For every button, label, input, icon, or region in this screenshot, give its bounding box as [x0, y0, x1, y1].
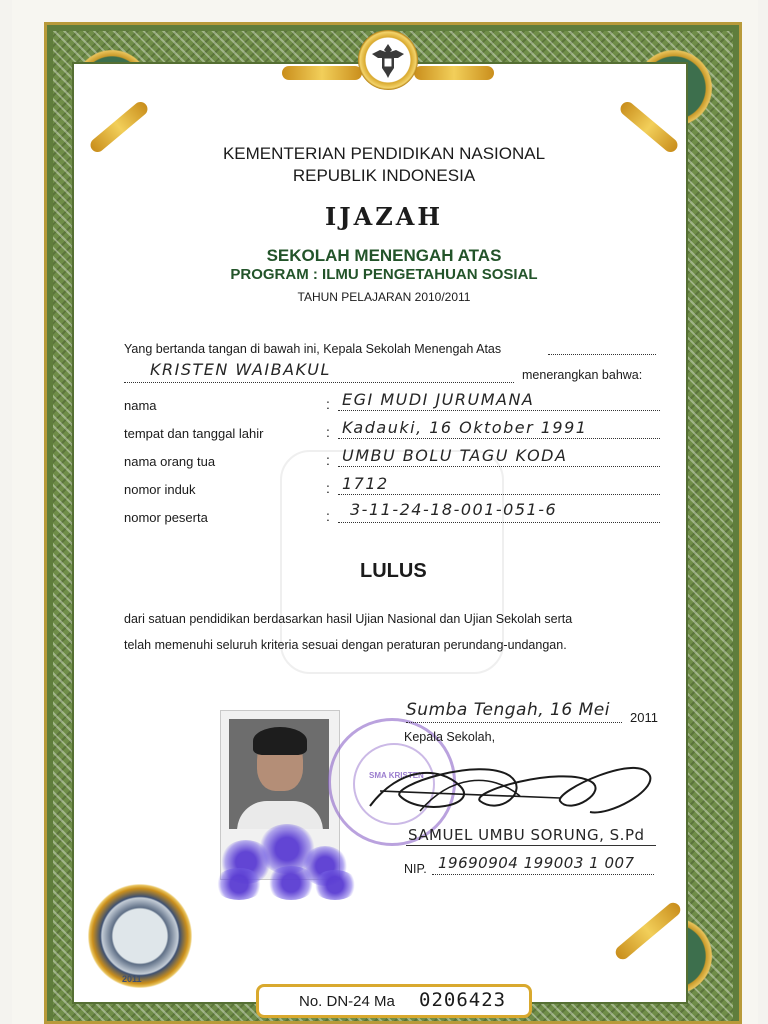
nip-label: NIP.: [404, 862, 427, 876]
certificate-number-prefix: No. DN-24 Ma: [299, 993, 395, 1010]
declares-text: menerangkan bahwa:: [522, 368, 643, 382]
nip-dotted-line: [432, 874, 654, 875]
signature-year: 2011: [630, 710, 658, 725]
colon: :: [326, 424, 330, 440]
certificate-number: 0206423: [419, 989, 507, 1011]
certificate-number-box: [256, 984, 532, 1018]
school-name-handwritten: KRISTEN WAIBAKUL: [150, 360, 331, 379]
field-value-exam-number: 3-11-24-18-001-051-6: [350, 500, 558, 519]
field-label-parent: nama orang tua: [124, 454, 216, 469]
garuda-emblem: [358, 30, 418, 90]
field-value-parent: UMBU BOLU TAGU KODA: [342, 446, 568, 465]
signature-role: Kepala Sekolah,: [404, 730, 496, 744]
field-label-birth: tempat dan tanggal lahir: [124, 426, 264, 441]
ministry-seal: [84, 880, 196, 992]
gold-scroll-left: [282, 66, 362, 80]
thumbprint: [266, 866, 316, 900]
country-heading: REPUBLIK INDONESIA: [292, 166, 476, 185]
colon: :: [326, 508, 330, 524]
dotted-line: [338, 522, 660, 523]
principal-name: SAMUEL UMBU SORUNG, S.Pd: [408, 826, 645, 844]
result-line-1: dari satuan pendidikan berdasarkan hasil Ujian Nasional dan Ujian Sekolah serta: [124, 612, 573, 626]
seal-year: 2011: [122, 974, 142, 984]
ministry-heading: KEMENTERIAN PENDIDIKAN NASIONAL: [222, 144, 546, 163]
result-status: LULUS: [360, 560, 427, 582]
principal-name-underline: [406, 845, 656, 846]
field-label-exam-number: nomor peserta: [124, 510, 208, 525]
dotted-line: [338, 466, 660, 467]
stamp-text: SMA KRISTEN: [369, 771, 424, 780]
field-value-student-number: 1712: [342, 474, 389, 493]
signature-place-date: Sumba Tengah, 16 Mei: [406, 700, 610, 720]
nip-value: 19690904 199003 1 007: [438, 854, 635, 872]
dotted-line: [338, 438, 660, 439]
school-year: TAHUN PELAJARAN 2010/2011: [297, 290, 471, 304]
colon: :: [326, 480, 330, 496]
thumbprint: [214, 868, 264, 900]
field-value-name: EGI MUDI JURUMANA: [342, 390, 535, 409]
school-level: SEKOLAH MENENGAH ATAS: [266, 246, 502, 265]
garuda-icon: [370, 40, 406, 80]
field-label-student-number: nomor induk: [124, 482, 196, 497]
handwritten-signature: [360, 746, 660, 826]
photo-hair: [253, 727, 307, 755]
field-label-name: nama: [124, 398, 157, 413]
dotted-line: [338, 410, 660, 411]
field-value-birth: Kadauki, 16 Oktober 1991: [342, 418, 588, 437]
thumbprint: [312, 870, 358, 900]
intro-line: Yang bertanda tangan di bawah ini, Kepala Sekolah Menengah Atas: [124, 342, 502, 356]
gold-scroll-right: [414, 66, 494, 80]
school-name-dotted-line: [124, 382, 514, 383]
certificate-title: IJAZAH: [324, 202, 444, 231]
dotted-line: [338, 494, 660, 495]
photo-portrait: [229, 719, 329, 829]
intro-dotted-line: [548, 354, 656, 355]
place-date-dotted-line: [406, 722, 622, 723]
result-line-2: telah memenuhi seluruh kriteria sesuai dengan peraturan perundang-undangan.: [124, 638, 567, 652]
program-name: PROGRAM : ILMU PENGETAHUAN SOSIAL: [230, 266, 538, 283]
colon: :: [326, 452, 330, 468]
colon: :: [326, 396, 330, 412]
